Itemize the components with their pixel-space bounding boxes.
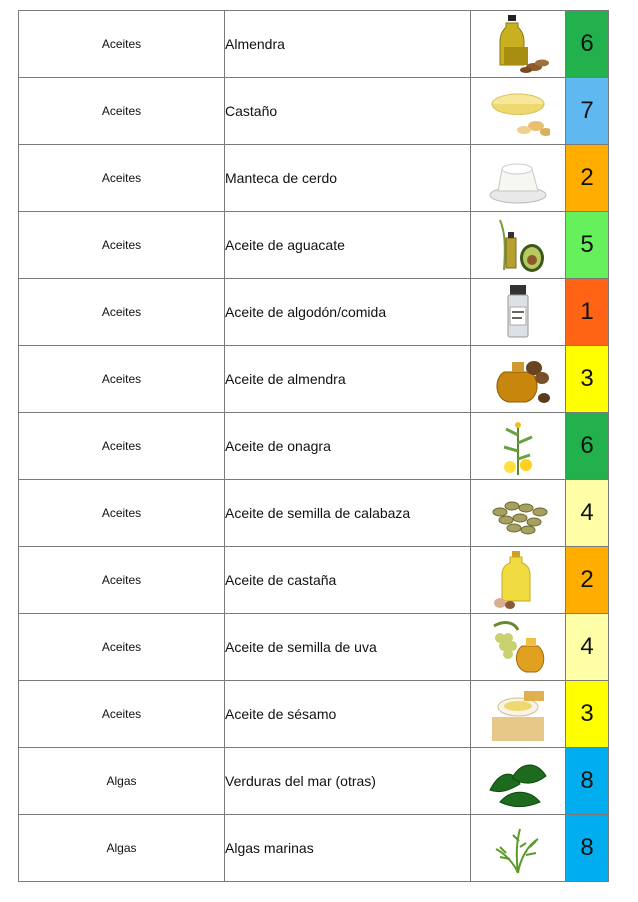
category-cell: Aceites bbox=[19, 681, 225, 748]
grapes-oil-jug-icon bbox=[486, 616, 550, 678]
food-image-cell bbox=[471, 547, 566, 614]
table-row bbox=[19, 681, 609, 748]
score-cell: 5 bbox=[566, 212, 609, 279]
food-image-cell bbox=[471, 614, 566, 681]
food-image-cell bbox=[471, 413, 566, 480]
small-oil-vial-icon bbox=[486, 281, 550, 343]
category-cell: Algas bbox=[19, 748, 225, 815]
food-image-cell bbox=[471, 681, 566, 748]
category-cell: Algas bbox=[19, 815, 225, 882]
food-image-cell bbox=[471, 279, 566, 346]
avocado-oil-icon bbox=[486, 214, 550, 276]
score-cell: 8 bbox=[566, 748, 609, 815]
olive-oil-bottle-almonds-icon bbox=[486, 13, 550, 75]
food-name-cell: Almendra bbox=[225, 11, 471, 78]
category-cell: Aceites bbox=[19, 279, 225, 346]
category-cell: Aceites bbox=[19, 413, 225, 480]
table-row bbox=[19, 346, 609, 413]
food-name-cell: Aceite de semilla de uva bbox=[225, 614, 471, 681]
category-cell: Aceites bbox=[19, 78, 225, 145]
table-row bbox=[19, 413, 609, 480]
score-cell: 6 bbox=[566, 11, 609, 78]
food-image-cell bbox=[471, 145, 566, 212]
category-cell: Aceites bbox=[19, 145, 225, 212]
category-cell: Aceites bbox=[19, 11, 225, 78]
almond-oil-jug-icon bbox=[486, 348, 550, 410]
category-cell: Aceites bbox=[19, 346, 225, 413]
food-image-cell bbox=[471, 815, 566, 882]
score-cell: 2 bbox=[566, 145, 609, 212]
food-name-cell: Manteca de cerdo bbox=[225, 145, 471, 212]
table-row bbox=[19, 78, 609, 145]
table-row bbox=[19, 11, 609, 78]
food-name-cell: Aceite de almendra bbox=[225, 346, 471, 413]
table-row bbox=[19, 815, 609, 882]
table-row bbox=[19, 145, 609, 212]
score-cell: 1 bbox=[566, 279, 609, 346]
category-cell: Aceites bbox=[19, 614, 225, 681]
evening-primrose-flower-icon bbox=[486, 415, 550, 477]
food-name-cell: Aceite de castaña bbox=[225, 547, 471, 614]
category-cell: Aceites bbox=[19, 547, 225, 614]
food-image-cell bbox=[471, 346, 566, 413]
food-name-cell: Aceite de sésamo bbox=[225, 681, 471, 748]
food-name-cell: Verduras del mar (otras) bbox=[225, 748, 471, 815]
table-row bbox=[19, 748, 609, 815]
food-image-cell bbox=[471, 212, 566, 279]
seaweed-sprig-icon bbox=[486, 817, 550, 879]
score-cell: 2 bbox=[566, 547, 609, 614]
pumpkin-seeds-icon bbox=[486, 482, 550, 544]
category-cell: Aceites bbox=[19, 480, 225, 547]
food-name-cell: Aceite de semilla de calabaza bbox=[225, 480, 471, 547]
score-cell: 4 bbox=[566, 614, 609, 681]
table-row bbox=[19, 279, 609, 346]
table-row bbox=[19, 547, 609, 614]
category-cell: Aceites bbox=[19, 212, 225, 279]
food-name-cell: Algas marinas bbox=[225, 815, 471, 882]
oil-bowl-nuts-icon bbox=[486, 80, 550, 142]
score-cell: 6 bbox=[566, 413, 609, 480]
seaweed-pile-icon bbox=[486, 750, 550, 812]
score-cell: 4 bbox=[566, 480, 609, 547]
score-cell: 7 bbox=[566, 78, 609, 145]
food-image-cell bbox=[471, 748, 566, 815]
table-row bbox=[19, 212, 609, 279]
lard-block-icon bbox=[486, 147, 550, 209]
score-cell: 3 bbox=[566, 681, 609, 748]
table-row bbox=[19, 614, 609, 681]
food-name-cell: Aceite de algodón/comida bbox=[225, 279, 471, 346]
food-image-cell bbox=[471, 78, 566, 145]
food-name-cell: Aceite de onagra bbox=[225, 413, 471, 480]
table-row bbox=[19, 480, 609, 547]
food-score-table bbox=[18, 10, 609, 882]
food-name-cell: Aceite de aguacate bbox=[225, 212, 471, 279]
score-cell: 3 bbox=[566, 346, 609, 413]
score-cell: 8 bbox=[566, 815, 609, 882]
food-image-cell bbox=[471, 480, 566, 547]
food-image-cell bbox=[471, 11, 566, 78]
oil-bottle-chestnuts-icon bbox=[486, 549, 550, 611]
table-body bbox=[19, 11, 609, 882]
sesame-oil-bowl-icon bbox=[486, 683, 550, 745]
food-name-cell: Castaño bbox=[225, 78, 471, 145]
